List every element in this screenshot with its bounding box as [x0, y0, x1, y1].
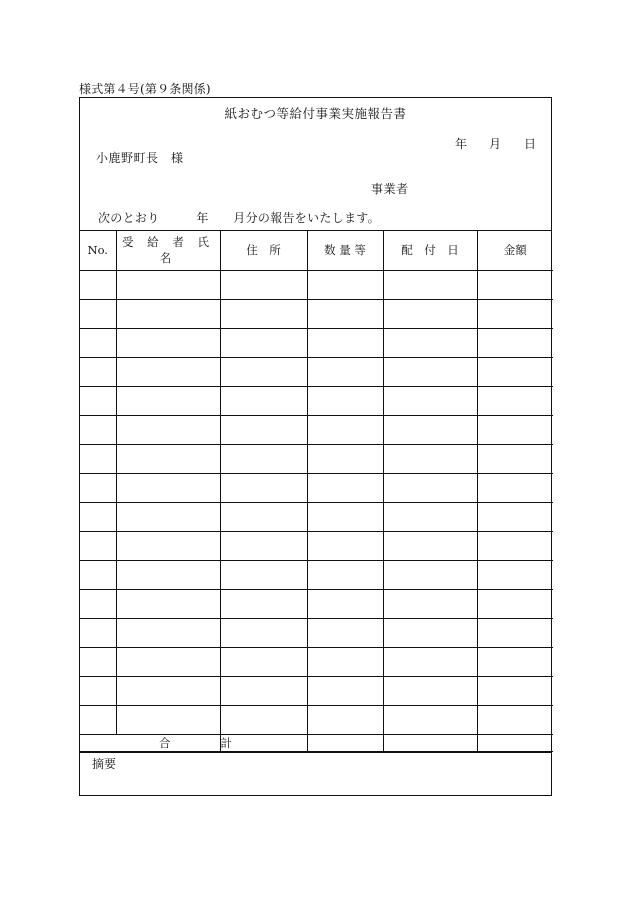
recipient-name-cell[interactable]: [116, 531, 220, 560]
total-label-left: 合: [159, 735, 171, 750]
recipient-name-cell[interactable]: [116, 705, 220, 734]
quantity-cell[interactable]: [307, 531, 383, 560]
delivery-date-cell[interactable]: [383, 299, 477, 328]
amount-cell[interactable]: [477, 473, 553, 502]
table-row: [80, 705, 553, 734]
amount-cell[interactable]: [477, 415, 553, 444]
delivery-date-cell[interactable]: [383, 618, 477, 647]
column-header-no: No.: [80, 230, 116, 270]
amount-cell[interactable]: [477, 386, 553, 415]
delivery-date-cell[interactable]: [383, 473, 477, 502]
column-header-amount: 金額: [477, 230, 553, 270]
delivery-date-cell[interactable]: [383, 386, 477, 415]
table-row: [80, 270, 553, 299]
address-cell[interactable]: [220, 531, 307, 560]
no-cell[interactable]: [80, 473, 116, 502]
no-cell[interactable]: [80, 676, 116, 705]
delivery-date-cell[interactable]: [383, 328, 477, 357]
report-table: [80, 230, 553, 752]
amount-cell[interactable]: [477, 444, 553, 473]
date-year-label: 年: [455, 137, 468, 151]
address-cell[interactable]: [220, 647, 307, 676]
column-header-address: 住 所: [220, 230, 307, 270]
total-row: [80, 734, 553, 751]
amount-cell[interactable]: [477, 618, 553, 647]
table-header-row: [80, 230, 553, 270]
form-title: 紙おむつ等給付事業実施報告書: [224, 106, 407, 121]
recipient-name-cell[interactable]: [116, 444, 220, 473]
address-cell[interactable]: [220, 705, 307, 734]
no-cell[interactable]: [80, 531, 116, 560]
address-cell[interactable]: [220, 415, 307, 444]
quantity-cell[interactable]: [307, 444, 383, 473]
address-cell[interactable]: [220, 502, 307, 531]
quantity-cell[interactable]: [307, 647, 383, 676]
delivery-date-cell[interactable]: [383, 531, 477, 560]
recipient-name-cell[interactable]: [116, 473, 220, 502]
amount-cell[interactable]: [477, 676, 553, 705]
table-row: [80, 676, 553, 705]
quantity-cell[interactable]: [307, 705, 383, 734]
report-form: [79, 97, 552, 796]
no-cell[interactable]: [80, 328, 116, 357]
quantity-cell[interactable]: [307, 270, 383, 299]
quantity-cell[interactable]: [307, 473, 383, 502]
recipient-name-cell[interactable]: [116, 386, 220, 415]
table-row: [80, 473, 553, 502]
no-cell[interactable]: [80, 386, 116, 415]
quantity-cell[interactable]: [307, 676, 383, 705]
table-row: [80, 386, 553, 415]
form-number-label: 様式第４号(第９条関係): [79, 82, 211, 96]
remarks-box[interactable]: [80, 752, 551, 795]
quantity-cell[interactable]: [307, 357, 383, 386]
quantity-cell[interactable]: [307, 502, 383, 531]
delivery-date-cell[interactable]: [383, 589, 477, 618]
no-cell[interactable]: [80, 560, 116, 589]
amount-cell[interactable]: [477, 647, 553, 676]
table-row: [80, 502, 553, 531]
recipient-name-cell[interactable]: [116, 647, 220, 676]
address-cell[interactable]: [220, 560, 307, 589]
recipient-name-cell[interactable]: [116, 328, 220, 357]
amount-cell[interactable]: [477, 270, 553, 299]
quantity-cell[interactable]: [307, 560, 383, 589]
address-cell[interactable]: [220, 357, 307, 386]
no-cell[interactable]: [80, 299, 116, 328]
address-cell[interactable]: [220, 444, 307, 473]
address-cell[interactable]: [220, 270, 307, 299]
quantity-cell[interactable]: [307, 299, 383, 328]
column-header-quantity: 数 量 等: [307, 230, 383, 270]
amount-cell[interactable]: [477, 589, 553, 618]
recipient-name-cell[interactable]: [116, 589, 220, 618]
amount-cell[interactable]: [477, 357, 553, 386]
no-cell[interactable]: [80, 502, 116, 531]
recipient-name-cell[interactable]: [116, 618, 220, 647]
table-row: [80, 444, 553, 473]
date-day-label: 日: [524, 137, 537, 151]
table-row: [80, 415, 553, 444]
address-cell[interactable]: [220, 299, 307, 328]
total-label-right: 計: [220, 735, 232, 750]
no-cell[interactable]: [80, 357, 116, 386]
amount-cell[interactable]: [477, 560, 553, 589]
recipient-name-cell[interactable]: [116, 270, 220, 299]
table-row: [80, 531, 553, 560]
amount-cell[interactable]: [477, 502, 553, 531]
table-row: [80, 357, 553, 386]
column-header-recipient-name: 受 給 者 氏 名: [116, 230, 220, 270]
total-amount-cell[interactable]: [477, 734, 553, 751]
address-cell[interactable]: [220, 589, 307, 618]
delivery-date-cell[interactable]: [383, 502, 477, 531]
no-cell[interactable]: [80, 618, 116, 647]
delivery-date-cell[interactable]: [383, 357, 477, 386]
no-cell[interactable]: [80, 647, 116, 676]
table-row: [80, 647, 553, 676]
amount-cell[interactable]: [477, 705, 553, 734]
table-row: [80, 299, 553, 328]
table-row: [80, 618, 553, 647]
amount-cell[interactable]: [477, 299, 553, 328]
total-quantity-cell[interactable]: [307, 734, 383, 751]
total-delivery-date-cell[interactable]: [383, 734, 477, 751]
remarks-label: 摘要: [92, 757, 117, 771]
recipient-name-cell[interactable]: [116, 502, 220, 531]
no-cell[interactable]: [80, 589, 116, 618]
quantity-cell[interactable]: [307, 328, 383, 357]
report-statement: 次のとおり 年 月分の報告をいたします。: [98, 211, 380, 225]
column-header-delivery-date: 配 付 日: [383, 230, 477, 270]
address-cell[interactable]: [220, 676, 307, 705]
table-row: [80, 328, 553, 357]
recipient-name-cell[interactable]: [116, 560, 220, 589]
no-cell[interactable]: [80, 444, 116, 473]
no-cell[interactable]: [80, 270, 116, 299]
recipient-name-cell[interactable]: [116, 357, 220, 386]
recipient-name-cell[interactable]: [116, 299, 220, 328]
recipient-name-cell[interactable]: [116, 415, 220, 444]
address-cell[interactable]: [220, 618, 307, 647]
delivery-date-cell[interactable]: [383, 415, 477, 444]
total-address-cell[interactable]: [220, 734, 307, 751]
delivery-date-cell[interactable]: [383, 676, 477, 705]
delivery-date-cell[interactable]: [383, 705, 477, 734]
no-cell[interactable]: [80, 705, 116, 734]
operator-label: 事業者: [371, 182, 409, 196]
delivery-date-cell[interactable]: [383, 270, 477, 299]
total-label: [80, 734, 232, 751]
address-cell[interactable]: [220, 473, 307, 502]
address-cell[interactable]: [220, 386, 307, 415]
addressee: 小鹿野町長 様: [96, 151, 184, 165]
delivery-date-cell[interactable]: [383, 647, 477, 676]
quantity-cell[interactable]: [307, 618, 383, 647]
quantity-cell[interactable]: [307, 589, 383, 618]
address-cell[interactable]: [220, 328, 307, 357]
amount-cell[interactable]: [477, 328, 553, 357]
no-cell[interactable]: [80, 415, 116, 444]
date-month-label: 月: [489, 137, 502, 151]
delivery-date-cell[interactable]: [383, 444, 477, 473]
quantity-cell[interactable]: [307, 415, 383, 444]
table-row: [80, 589, 553, 618]
table-row: [80, 560, 553, 589]
form-header: [80, 98, 551, 231]
recipient-name-cell[interactable]: [116, 676, 220, 705]
amount-cell[interactable]: [477, 531, 553, 560]
quantity-cell[interactable]: [307, 386, 383, 415]
delivery-date-cell[interactable]: [383, 560, 477, 589]
